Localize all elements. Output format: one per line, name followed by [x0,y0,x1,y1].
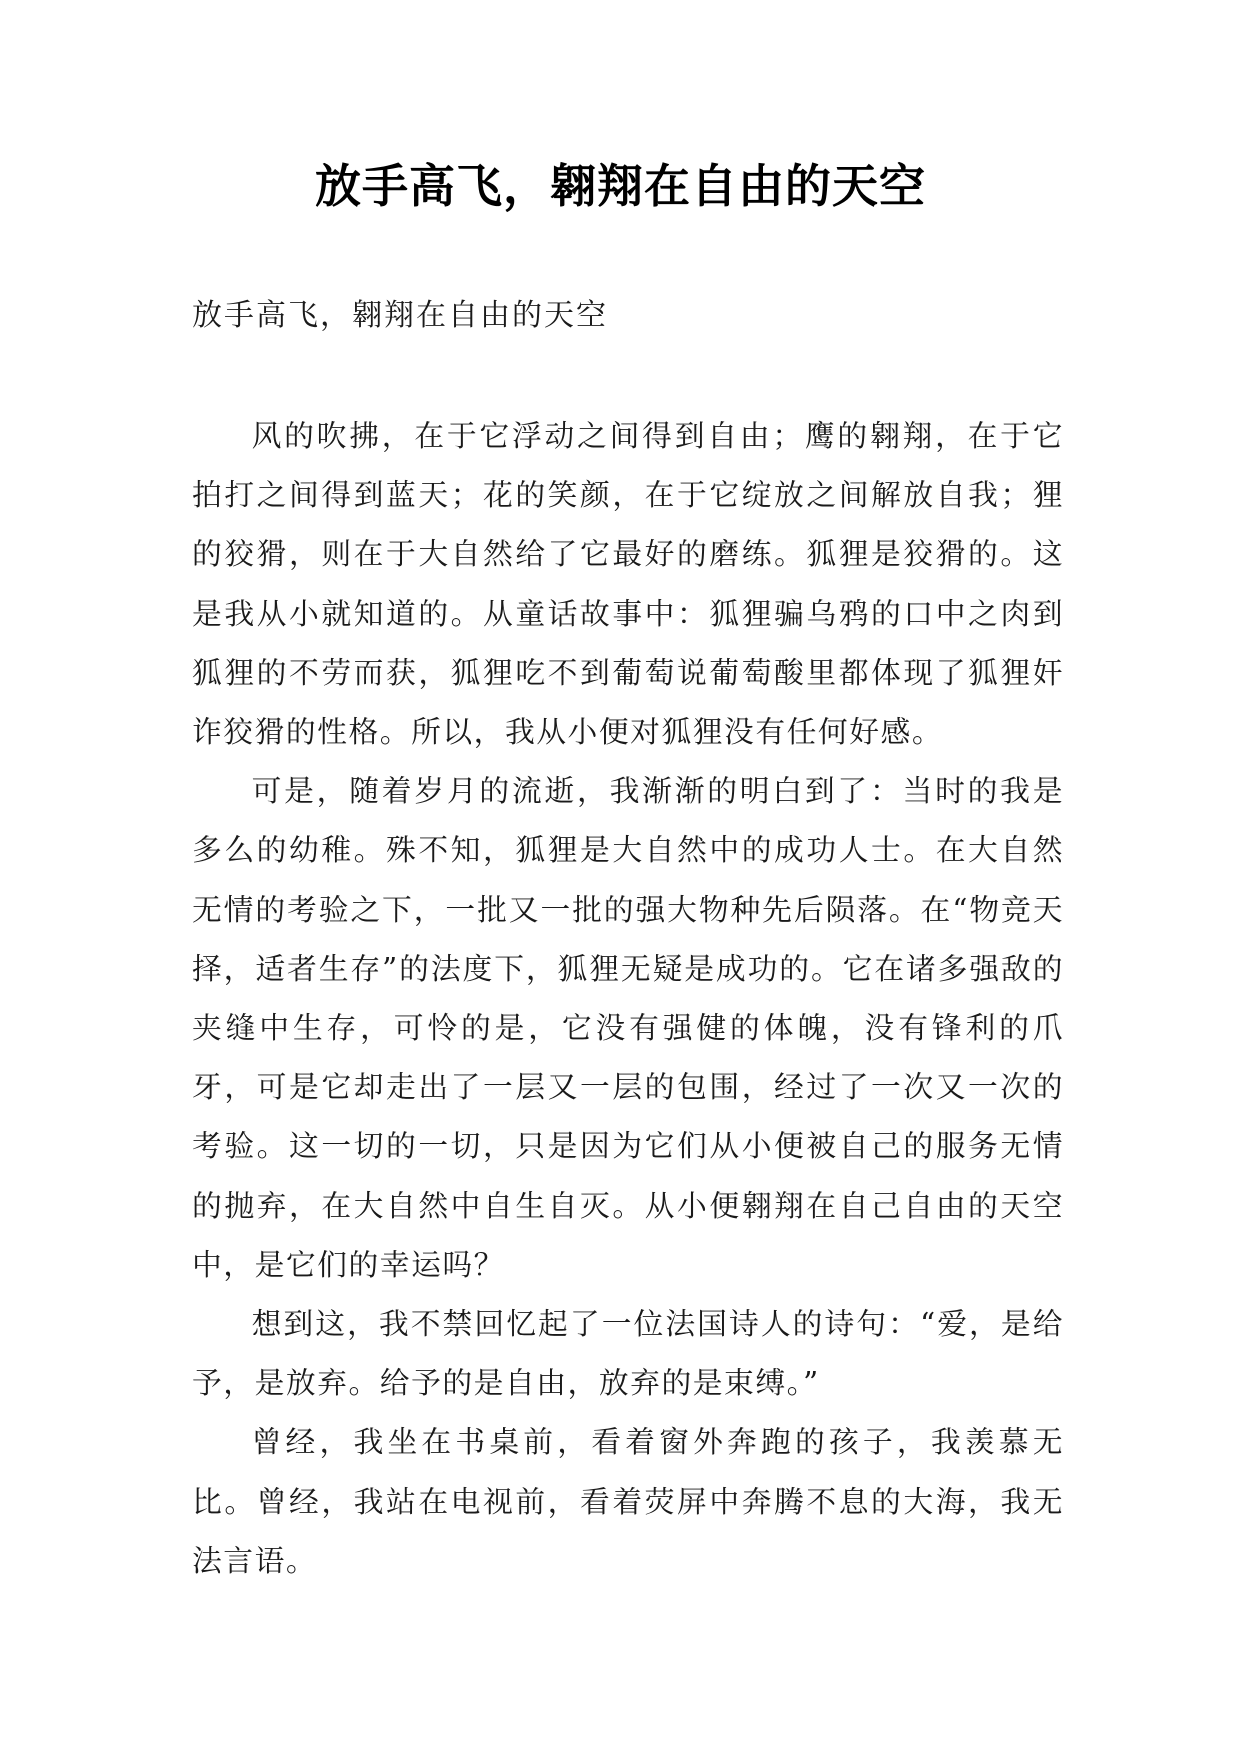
paragraph-1: 风的吹拂，在于它浮动之间得到自由；鹰的翱翔，在于它拍打之间得到蓝天；花的笑颜，在于它绽放之间解放自我；狸的狡猾，则在于大自然给了它最好的磨练。狐狸是狡猾的。这是我从小就知道的。从童话故事中：狐狸骗乌鸦的口中之肉到狐狸的不劳而获，狐狸吃不到葡萄说葡萄酸里都体现了狐狸奸诈狡猾的性格。所以，我从小便对狐狸没有任何好感。 [192,419,1064,751]
document-body [192,407,1064,1591]
document-subtitle: 放手高飞，翱翔在自由的天空 [192,298,608,333]
document-title: 放手高飞，翱翔在自由的天空 [315,159,926,213]
paragraph-3: 想到这，我不禁回忆起了一位法国诗人的诗句：“爱，是给予，是放弃。给予的是自由，放弃的是束缚。” [192,1307,1064,1402]
paragraph-4: 曾经，我坐在书桌前，看着窗外奔跑的孩子，我羡慕无比。曾经，我站在电视前，看着荧屏中奔腾不息的大海，我无法言语。 [192,1425,1064,1579]
paragraph-2: 可是，随着岁月的流逝，我渐渐的明白到了：当时的我是多么的幼稚。殊不知，狐狸是大自然中的成功人士。在大自然无情的考验之下，一批又一批的强大物种先后陨落。在“物竞天择，适者生存”的法度下，狐狸无疑是成功的。它在诸多强敌的夹缝中生存，可怜的是，它没有强健的体魄，没有锋利的爪牙，可是它却走出了一层又一层的包围，经过了一次又一次的考验。这一切的一切，只是因为它们从小便被自己的服务无情的抛弃，在大自然中自生自灭。从小便翱翔在自己自由的天空中，是它们的幸运吗？ [192,774,1064,1283]
